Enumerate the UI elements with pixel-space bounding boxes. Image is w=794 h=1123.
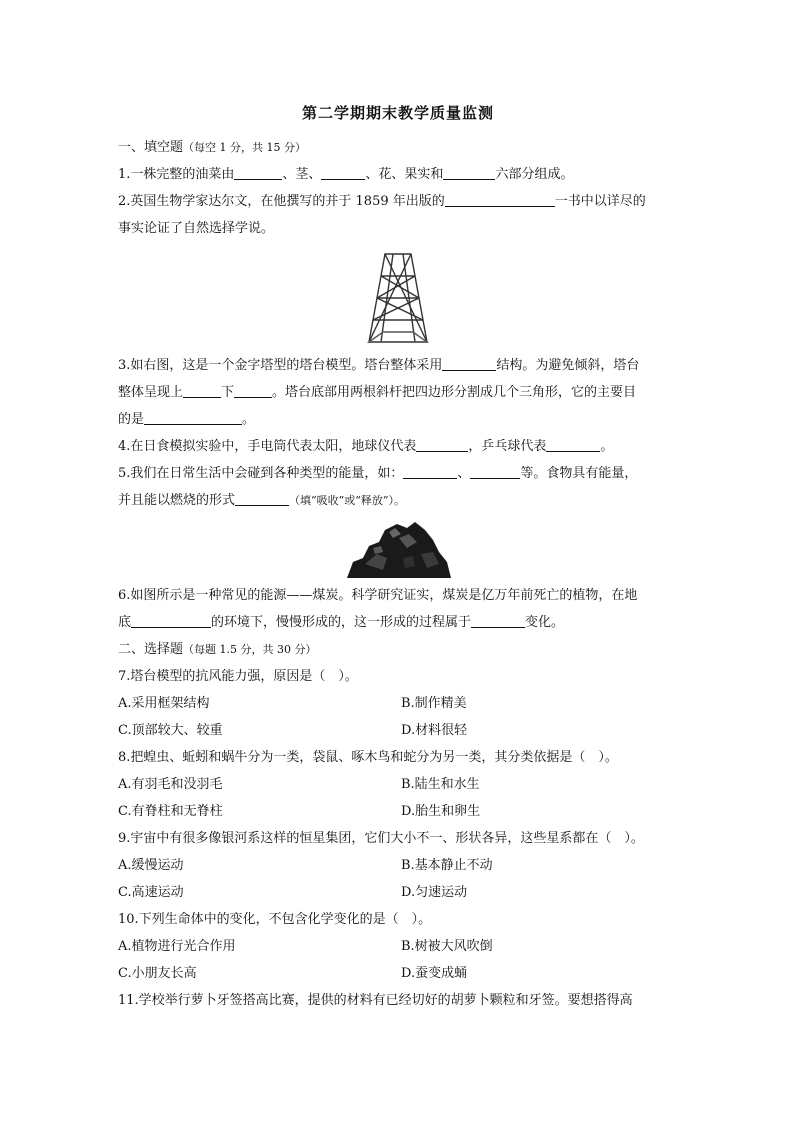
- option-a: A.有羽毛和没羽毛: [118, 777, 223, 792]
- coal-drawing: [343, 518, 453, 580]
- answer-blank: [470, 464, 520, 479]
- q1-text-b: 、茎、: [282, 167, 322, 182]
- option-d: D.材料很轻: [401, 723, 468, 738]
- q3-text-c: 整体呈现上: [118, 385, 184, 400]
- option-d: D.胎生和卵生: [401, 804, 481, 819]
- question-2: [118, 188, 678, 215]
- question-3-cont: [118, 379, 678, 406]
- option-a: A.缓慢运动: [118, 858, 184, 873]
- question-6: [118, 582, 678, 609]
- answer-blank: [546, 437, 600, 452]
- q2-text-b: 一书中以详尽的: [554, 194, 646, 209]
- question-5-cont: [118, 487, 678, 514]
- q2-text-c: 事实论证了自然选择学说。: [118, 221, 275, 236]
- q3-text-g: 。: [242, 412, 256, 427]
- section1-title: 一、填空题: [118, 140, 184, 155]
- q2-text-a: 2.英国生物学家达尔文，在他撰写的并于 1859 年出版的: [118, 194, 445, 209]
- q5-text-d: 并且能以燃烧的形式: [118, 493, 236, 508]
- page-title: 第二学期期末教学质量监测: [301, 104, 494, 122]
- q3-text-a: 3.如右图，这是一个金字塔型的塔台模型。塔台整体采用: [118, 358, 443, 373]
- option-c: C.高速运动: [118, 885, 184, 900]
- section1-heading: [118, 134, 678, 161]
- question-11: 11.学校举行萝卜牙签搭高比赛，提供的材料有已经切好的胡萝卜颗粒和牙签。要想搭得高: [118, 993, 633, 1008]
- answer-blank: [442, 356, 496, 371]
- q7-options-row2: [118, 717, 678, 744]
- q5-text-b: 、: [457, 466, 471, 481]
- q8-options-row1: [118, 771, 678, 798]
- answer-blank: [403, 464, 457, 479]
- question-2-cont: [118, 215, 678, 242]
- option-b: B.树被大风吹倒: [401, 939, 493, 954]
- section2-note: （每题 1.5 分，共 30 分）: [183, 643, 317, 656]
- question-5: [118, 460, 678, 487]
- answer-blank: [321, 165, 365, 180]
- question-4: [118, 433, 678, 460]
- tower-model-image: [118, 250, 678, 348]
- option-b: B.基本静止不动: [401, 858, 493, 873]
- q8-options-row2: [118, 798, 678, 825]
- q5-text-e: （填“吸收”或“释放”）。: [289, 494, 406, 507]
- question-3: [118, 352, 678, 379]
- exam-page: [118, 98, 678, 1014]
- q9-options-row1: [118, 852, 678, 879]
- question-3-cont2: [118, 406, 678, 433]
- answer-blank: [234, 383, 272, 398]
- answer-blank: [234, 165, 282, 180]
- section2-title: 二、选择题: [118, 642, 184, 657]
- q10-options-row1: [118, 933, 678, 960]
- answer-blank: [131, 613, 211, 628]
- q6-text-c: 的环境下，慢慢形成的，这一形成的过程属于: [211, 615, 472, 630]
- question-7: 7.塔台模型的抗风能力强，原因是（ ）。: [118, 669, 358, 684]
- option-c: C.有脊柱和无脊柱: [118, 804, 223, 819]
- q6-text-a: 6.如图所示是一种常见的能源——煤炭。科学研究证实，煤炭是亿万年前死亡的植物，在地: [118, 588, 638, 603]
- q5-text-a: 5.我们在日常生活中会碰到各种类型的能量，如：: [118, 466, 404, 481]
- answer-blank: [183, 383, 221, 398]
- question-6-cont: [118, 609, 678, 636]
- q5-text-c: 等。食物具有能量，: [520, 466, 638, 481]
- q3-text-e: 。塔台底部用两根斜杆把四边形分割成几个三角形，它的主要目: [272, 385, 637, 400]
- q4-text-a: 4.在日食模拟实验中，手电筒代表太阳，地球仪代表: [118, 439, 417, 454]
- option-b: B.陆生和水生: [401, 777, 480, 792]
- q10-options-row2: [118, 960, 678, 987]
- q4-text-c: 。: [600, 439, 614, 454]
- tower-model-drawing: [363, 250, 433, 346]
- q6-text-b: 底: [118, 615, 132, 630]
- option-a: A.植物进行光合作用: [118, 939, 236, 954]
- answer-blank: [416, 437, 468, 452]
- answer-blank: [471, 613, 525, 628]
- answer-blank: [144, 410, 242, 425]
- q7-options-row1: [118, 690, 678, 717]
- section2-heading: [118, 636, 678, 663]
- answer-blank: [235, 491, 289, 506]
- q1-text-c: 、花、果实和: [365, 167, 444, 182]
- q4-text-b: ，乒乓球代表: [468, 439, 547, 454]
- question-8: 8.把蝗虫、蚯蚓和蜗牛分为一类，袋鼠、啄木鸟和蛇分为另一类，其分类依据是（ ）。: [118, 750, 618, 765]
- q6-text-d: 变化。: [525, 615, 565, 630]
- option-c: C.小朋友长高: [118, 966, 197, 981]
- q9-options-row2: [118, 879, 678, 906]
- coal-image: [118, 518, 678, 580]
- option-d: D.蚕变成蛹: [401, 966, 468, 981]
- option-d: D.匀速运动: [401, 885, 468, 900]
- answer-blank: [443, 165, 495, 180]
- question-1: [118, 161, 678, 188]
- q3-text-d: 下: [221, 385, 235, 400]
- q3-text-f: 的是: [118, 412, 145, 427]
- question-9: 9.宇宙中有很多像银河系这样的恒星集团，它们大小不一、形状各异，这些星系都在（ ）。: [118, 831, 644, 846]
- option-c: C.顶部较大、较重: [118, 723, 223, 738]
- section1-note: （每空 1 分，共 15 分）: [183, 141, 306, 154]
- option-a: A.采用框架结构: [118, 696, 210, 711]
- answer-blank: [445, 192, 555, 207]
- option-b: B.制作精美: [401, 696, 467, 711]
- q3-text-b: 结构。为避免倾斜，塔台: [496, 358, 640, 373]
- question-10: 10.下列生命体中的变化，不包含化学变化的是（ ）。: [118, 912, 432, 927]
- q1-text-a: 1.一株完整的油菜由: [118, 167, 235, 182]
- q1-text-d: 六部分组成。: [495, 167, 574, 182]
